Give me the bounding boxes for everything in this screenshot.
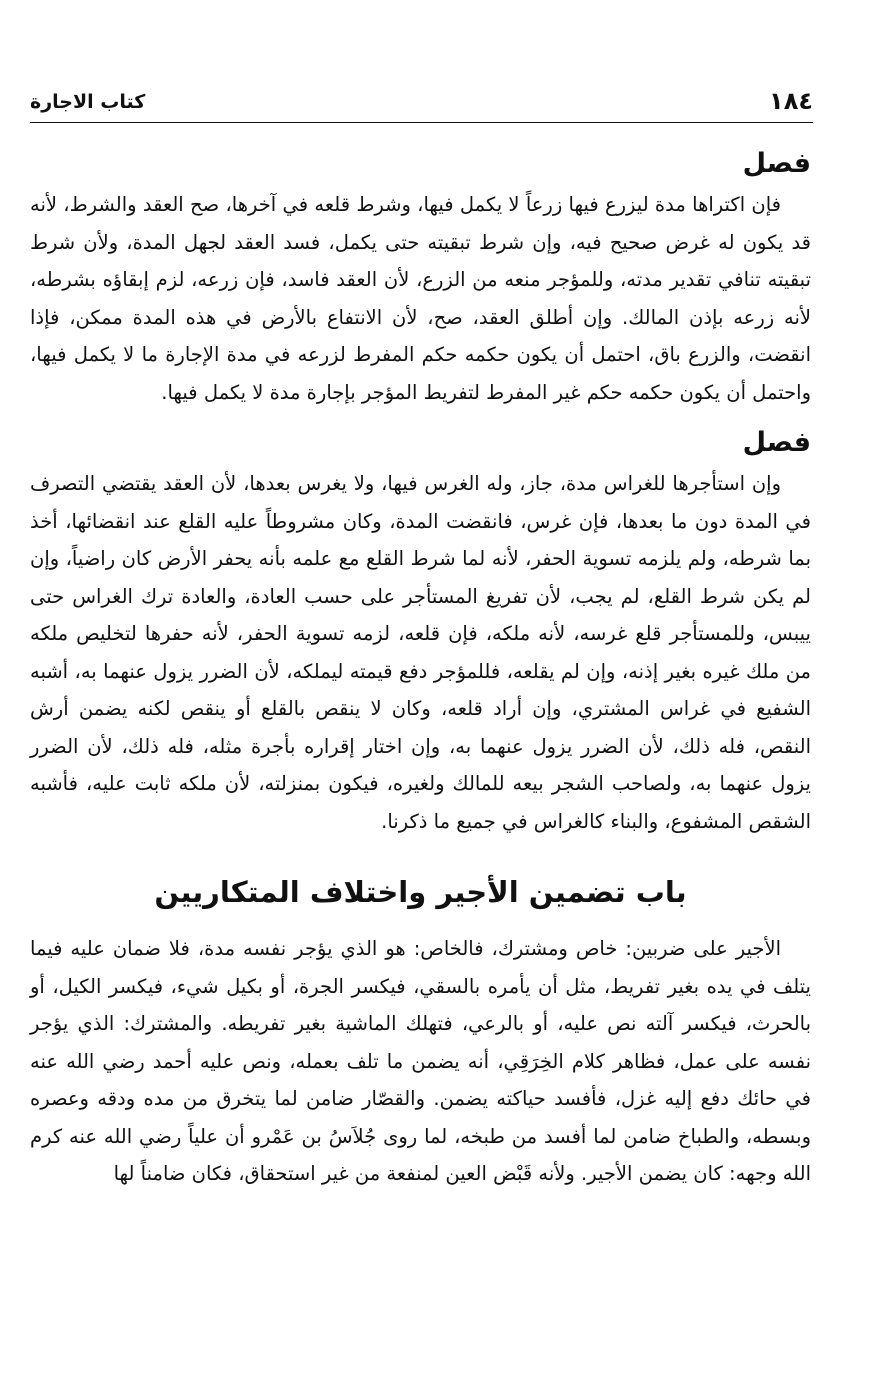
section-paragraph: وإن استأجرها للغراس مدة، جاز، وله الغرس فيها، ولا يغرس بعدها، لأن العقد يقتضي التصرف في المدة دون ما بعدها، فإن غرس، فانقضت المدة، وكان مشروطاً عليه القلع عند انقضائها، أخذ بما شرطه، ولم يلزمه تسوية الحفر، لأنه لما شرط القلع مع علمه بأنه يحفر الأرض كان راضياً، وإن لم يكن شرط القلع، لم يجب، لأن تفريغ المستأجر على حسب العادة، والعادة ترك الغراس حتى ييبس، وللمستأجر قلع غرسه، لأنه ملكه، فإن قلعه، لزمه تسوية الحفر، لأنه حفرها لتخليص ملكه من ملك غيره بغير إذنه، وإن لم يقلعه، فللمؤجر دفع قيمته ليملكه، لأن الضرر يزول عنهما به، أشبه الشفيع في غراس المشتري، وإن أراد قلعه، وكان لا ينقص بالقلع أو ينقص لكنه يضمن أرش النقص، فله ذلك، لأن الضرر يزول عنهما به، وإن اختار إقراره بأجرة مثله، فله ذلك، لأن الضرر يزول عنهما به، ولصاحب الشجر بيعه للمالك ولغيره، فيكون بمنزلته، لأن ملكه ثابت عليه، فأشبه الشقص المشفوع، والبناء كالغراس في جميع ما ذكرنا. xyxy=(30,472,811,833)
book-title: كتاب الاجارة xyxy=(30,91,146,113)
running-head xyxy=(30,86,813,123)
section-heading: فصل xyxy=(742,427,811,458)
page-number: ١٨٤ xyxy=(769,87,813,115)
chapter-paragraph: الأجير على ضربين: خاص ومشترك، فالخاص: هو الذي يؤجر نفسه مدة، فلا ضمان عليه فيما يتلف في يده بغير تفريط، مثل أن يأمره بالسقي، فيكسر الجرة، أو بكيل شيء، فيكسر الكيل، أو بالحرث، فيكسر آلته نص عليه، أو بالرعي، فتهلك الماشية بغير تفريطه. والمشترك: الذي يؤجر نفسه على عمل، فظاهر كلام الخِرَقِي، أنه يضمن ما تلف بعمله، ونص عليه أحمد رضي الله عنه في حائك دفع إليه غزل، فأفسد حياكته يضمن. والقصّار ضامن لما يتخرق من مده ودقه وعصره وبسطه، والطباخ ضامن لما أفسد من طبخه، لما روى جُلاَسُ بن عَمْرو أن علياً رضي الله عنه كرم الله وجهه: كان يضمن الأجير. ولأنه قَبْض العين لمنفعة من غير استحقاق، فكان ضامناً لها xyxy=(30,937,811,1185)
section-heading: فصل xyxy=(742,148,811,179)
chapter-heading: باب تضمين الأجير واختلاف المتكاريين xyxy=(154,875,687,909)
page-content xyxy=(30,142,811,1193)
section-paragraph: فإن اكتراها مدة ليزرع فيها زرعاً لا يكمل فيها، وشرط قلعه في آخرها، صح العقد والشرط، لأنه قد يكون له غرض صحيح فيه، وإن شرط تبقيته حتى يكمل، فسد العقد لجهل المدة، ولأن شرط تبقيته تنافي تقدير مدته، وللمؤجر منعه من الزرع، لأن العقد فاسد، فإن زرعه، لزم إبقاؤه بشرطه، لأنه زرعه بإذن المالك. وإن أطلق العقد، صح، لأن الانتفاع بالأرض في هذه المدة ممكن، فإذا انقضت، والزرع باق، احتمل أن يكون حكمه حكم المفرط لزرعه في مدة الإجارة ما لا يكمل فيها، واحتمل أن يكون حكمه حكم غير المفرط لتفريط المؤجر بإجارة مدة لا يكمل فيها. xyxy=(30,193,811,404)
